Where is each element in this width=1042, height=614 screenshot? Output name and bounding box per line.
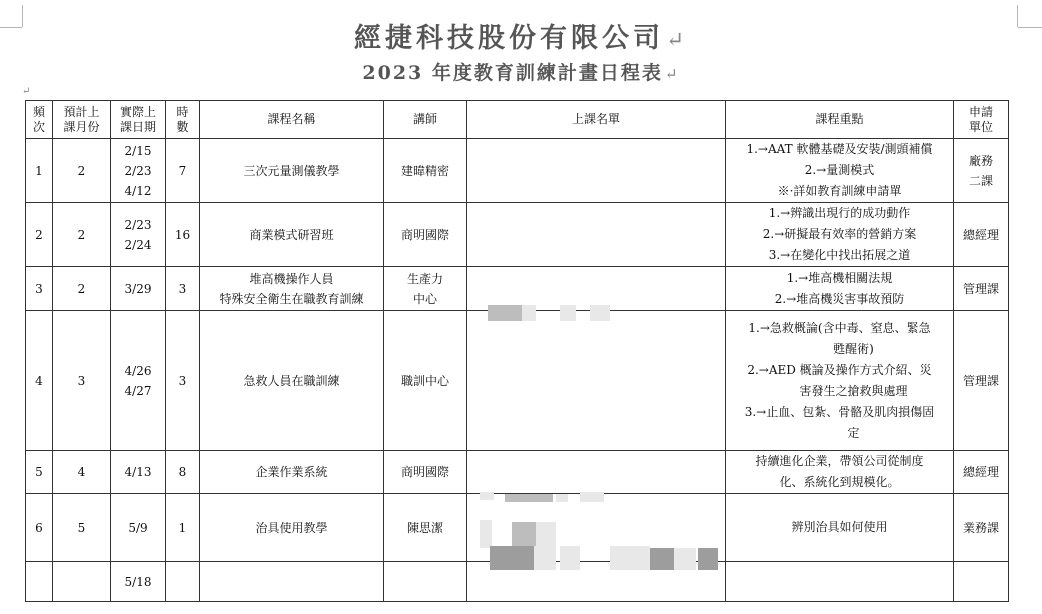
cell-instructor [384, 267, 467, 311]
cell-month: 5 [53, 494, 111, 562]
cell-seq [26, 562, 53, 602]
cell-key-points-line: 3.→在變化中找出拓展之道 [768, 248, 911, 262]
cell-dates [111, 203, 166, 267]
header-dept: 申請 單位 [954, 101, 1009, 139]
cell-roster [467, 451, 726, 494]
cell-key-points-line: 1.→AAT 軟體基礎及安裝/測頭補償 [746, 142, 933, 156]
cell-dates [111, 311, 166, 451]
cell-hours: 3 [166, 311, 200, 451]
cell-course [200, 311, 384, 451]
cell-dates-line: 5/18 [124, 574, 152, 589]
cell-instructor-line: 商明國際 [400, 227, 449, 242]
cell-instructor [384, 311, 467, 451]
header-actual-date: 實際上 課日期 [111, 101, 166, 139]
cell-instructor-line: 商明國際 [400, 465, 449, 479]
cell-dates-line: 4/12 [124, 183, 152, 198]
cell-dates-line: 3/29 [124, 281, 152, 296]
cell-roster [467, 139, 726, 203]
header-seq: 頻 次 [26, 101, 53, 139]
header-course: 課程名稱 [200, 101, 384, 139]
cell-key-points-line: 1.→堆高機相關法規 [786, 270, 893, 285]
cell-dept-line: 二課 [968, 173, 993, 188]
cell-key-points-line: 持續進化企業，帶領公司從制度 [755, 454, 924, 468]
cell-dept-line: 管理課 [962, 281, 999, 296]
cell-course [200, 494, 384, 562]
cell-dates-line: 2/23 [124, 217, 152, 232]
cell-hours: 3 [166, 267, 200, 311]
cell-key-points [726, 562, 954, 602]
cell-key-points-line: 2.→AED 概論及操作方式介紹、災 [747, 362, 932, 377]
cell-seq: 1 [26, 139, 53, 203]
header-row [26, 101, 1009, 139]
cell-dates-line: 4/13 [124, 465, 152, 479]
cell-dates [111, 562, 166, 602]
cell-seq: 2 [26, 203, 53, 267]
cell-key-points-line: 定 [847, 425, 860, 440]
header-instructor: 講師 [384, 101, 467, 139]
cell-instructor-line: 職訓中心 [400, 373, 449, 388]
cell-key-points-line: 2.→量測模式 [804, 163, 875, 177]
cell-month [53, 562, 111, 602]
cell-course-line: 急救人員在職訓練 [243, 373, 340, 388]
cell-key-points-line: 2.→研擬最有效率的營銷方案 [762, 227, 917, 241]
header-planned-month: 預計上 課月份 [53, 101, 111, 139]
cell-course-line: 治具使用教學 [255, 520, 328, 535]
header-hours: 時 數 [166, 101, 200, 139]
cell-key-points-line: ※·詳如教育訓練申請單 [777, 184, 902, 198]
document-title: 經捷科技股份有限公司↵ [353, 23, 689, 54]
cell-dept-line: 管理課 [962, 373, 999, 388]
cell-roster [467, 311, 726, 451]
cell-dept [954, 267, 1009, 311]
cell-key-points [726, 494, 954, 562]
cell-course-line: 堆高機操作人員 [249, 271, 334, 286]
cell-month: 3 [53, 311, 111, 451]
cell-dept [954, 494, 1009, 562]
cell-dates [111, 139, 166, 203]
cell-dept-line: 總經理 [962, 227, 999, 242]
cell-course [200, 267, 384, 311]
cell-month: 2 [53, 203, 111, 267]
cell-hours: 1 [166, 494, 200, 562]
cell-key-points-line: 3.→止血、包紮、骨骼及肌肉損傷固 [744, 404, 935, 419]
cell-dept-line: 業務課 [962, 520, 999, 535]
cell-dept-line: 廠務 [968, 153, 993, 168]
cell-dates-line: 2/23 [124, 163, 152, 178]
cell-key-points [726, 311, 954, 451]
table-row [26, 267, 1009, 311]
cell-hours [166, 562, 200, 602]
cell-hours: 16 [166, 203, 200, 267]
table-row [26, 451, 1009, 494]
cell-dept [954, 562, 1009, 602]
cell-key-points-line: 害發生之搶救與處理 [799, 383, 908, 398]
cell-course [200, 203, 384, 267]
cell-dates [111, 494, 166, 562]
cell-instructor [384, 139, 467, 203]
cell-dept [954, 203, 1009, 267]
cell-dept-line: 總經理 [962, 465, 999, 479]
cell-seq: 6 [26, 494, 53, 562]
table-row [26, 203, 1009, 267]
cell-key-points-line: 2.→堆高機災害事故預防 [774, 291, 905, 306]
cell-course-line: 商業模式研習班 [249, 227, 334, 242]
cell-dept [954, 311, 1009, 451]
cell-key-points-line: 辨別治具如何使用 [791, 520, 888, 534]
table-row [26, 311, 1009, 451]
cell-hours: 8 [166, 451, 200, 494]
header-key-points: 課程重點 [726, 101, 954, 139]
cell-course-line: 特殊安全衛生在職教育訓練 [219, 291, 364, 306]
table-row [26, 139, 1009, 203]
cell-dates-line: 2/24 [124, 237, 152, 252]
cell-key-points-line: 化、系統化到規模化。 [779, 475, 900, 489]
cell-dates [111, 267, 166, 311]
cell-instructor-line: 生產力 [406, 271, 443, 286]
cell-dept [954, 139, 1009, 203]
cell-key-points [726, 451, 954, 494]
cell-key-points-line: 甦醒術) [833, 341, 874, 356]
cell-course-line: 企業作業系統 [255, 465, 328, 479]
cell-course-line: 三次元量測儀教學 [243, 163, 340, 178]
cell-key-points [726, 203, 954, 267]
cell-seq: 3 [26, 267, 53, 311]
cell-roster [467, 203, 726, 267]
cell-instructor [384, 494, 467, 562]
cell-instructor [384, 203, 467, 267]
cell-key-points-line: 1.→急救概論(含中毒、窒息、緊急 [748, 320, 931, 335]
cell-course [200, 451, 384, 494]
cell-key-points-line: 1.→辨識出現行的成功動作 [768, 206, 911, 220]
cell-instructor-line: 建暐精密 [400, 163, 449, 178]
cell-instructor-line: 中心 [412, 291, 437, 306]
cell-dept [954, 451, 1009, 494]
cell-roster [467, 267, 726, 311]
cell-seq: 5 [26, 451, 53, 494]
cell-course [200, 139, 384, 203]
cell-key-points [726, 139, 954, 203]
cell-dates-line: 5/9 [128, 520, 148, 535]
cell-hours: 7 [166, 139, 200, 203]
cell-dates-line: 4/27 [124, 383, 152, 398]
cell-dates [111, 451, 166, 494]
cell-month: 4 [53, 451, 111, 494]
paragraph-mark: ↵ [22, 86, 31, 97]
cell-key-points [726, 267, 954, 311]
cell-month: 2 [53, 139, 111, 203]
cell-course [200, 562, 384, 602]
document-subtitle: 2023 年度教育訓練計畫日程表 ↵ [362, 62, 680, 84]
cell-instructor-line: 陳思潔 [406, 520, 443, 535]
cell-instructor [384, 451, 467, 494]
header-roster: 上課名單 [467, 101, 726, 139]
cell-seq: 4 [26, 311, 53, 451]
cell-month: 2 [53, 267, 111, 311]
cell-dates-line: 2/15 [124, 143, 152, 158]
cell-dates-line: 4/26 [124, 363, 152, 378]
cell-instructor [384, 562, 467, 602]
